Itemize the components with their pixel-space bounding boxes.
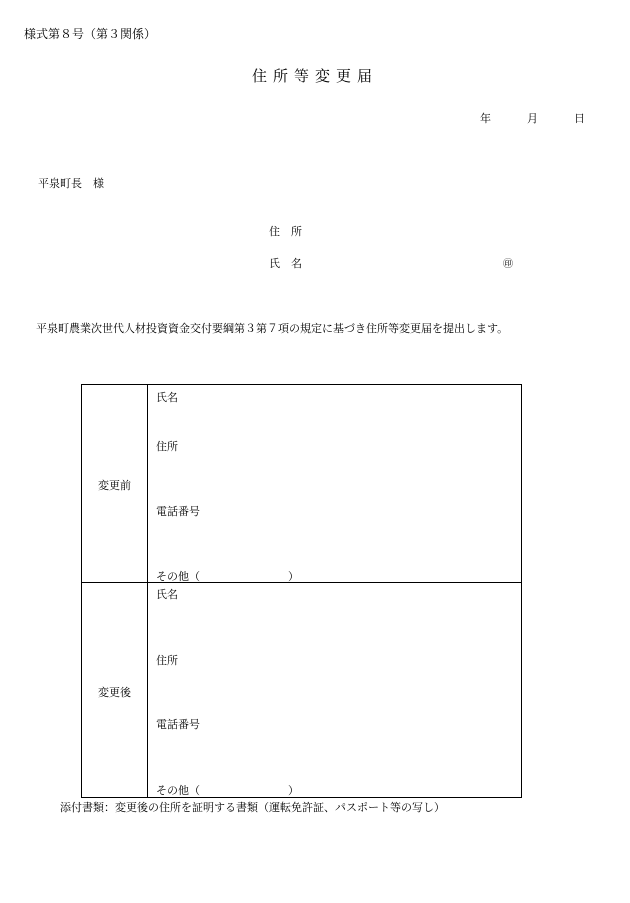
document-title: 住所等変更届 [251, 67, 378, 85]
before-change-section [81, 384, 522, 583]
before-change-label: 変更前 [98, 479, 131, 492]
attachment-note: 添付書類：変更後の住所を証明する書類（運転免許証、パスポート等の写し） [60, 801, 445, 814]
after-other-field: その他（ ） [156, 784, 299, 797]
date-month-label: 月 [527, 112, 538, 125]
applicant-name-label: 氏 名 [269, 257, 302, 270]
date-year-label: 年 [480, 112, 491, 125]
date-day-label: 日 [574, 112, 585, 125]
statement-text: 平泉町農業次世代人材投資資金交付要綱第３第７項の規定に基づき住所等変更届を提出します。 [36, 322, 509, 335]
after-change-section [81, 582, 522, 798]
addressee: 平泉町長 様 [38, 177, 104, 190]
column-divider [147, 385, 148, 582]
seal-mark: ㊞ [503, 259, 513, 270]
applicant-address-label: 住 所 [269, 225, 302, 238]
after-change-label: 変更後 [98, 686, 131, 699]
after-name-field: 氏名 [156, 588, 178, 601]
before-other-field: その他（ ） [156, 570, 299, 583]
before-address-field: 住所 [156, 440, 178, 453]
column-divider [147, 583, 148, 797]
before-phone-field: 電話番号 [156, 505, 200, 518]
form-number: 様式第８号（第３関係） [24, 27, 157, 41]
before-name-field: 氏名 [156, 391, 178, 404]
after-phone-field: 電話番号 [156, 718, 200, 731]
after-address-field: 住所 [156, 654, 178, 667]
